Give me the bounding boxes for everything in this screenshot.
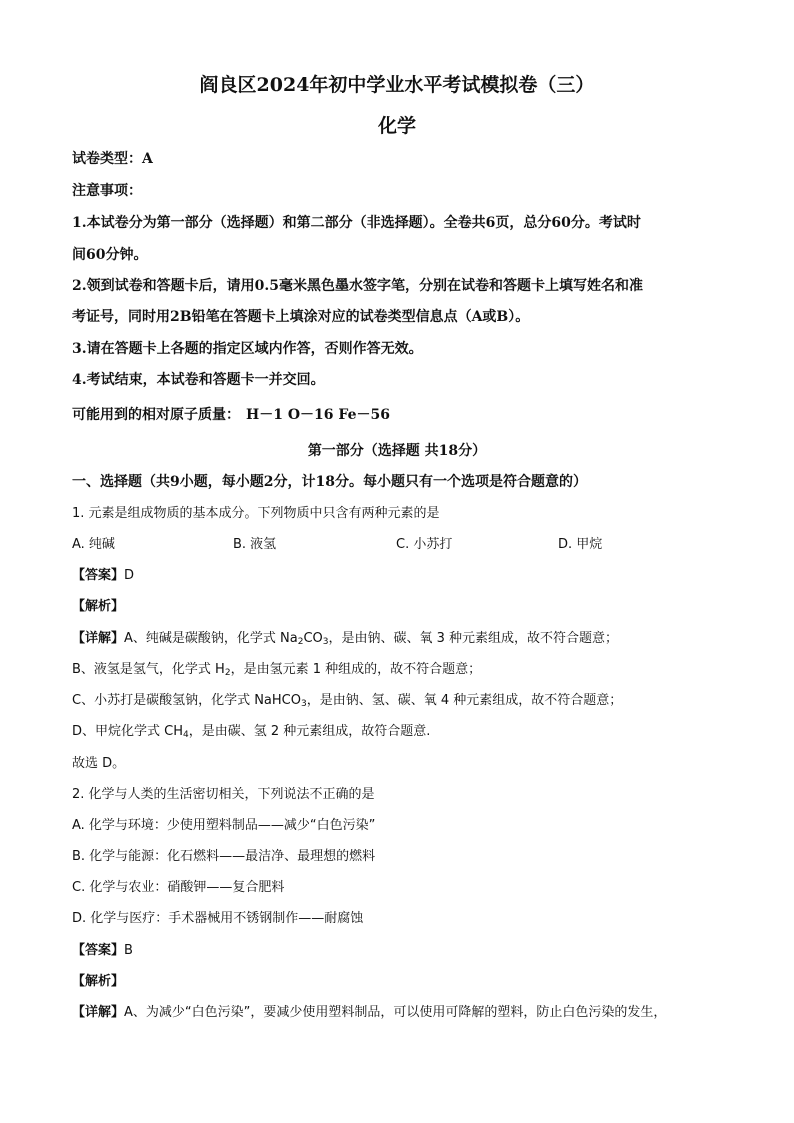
detail-tag: 【详解】 xyxy=(72,1005,125,1020)
q2-answer-line xyxy=(72,941,734,961)
q1-conclusion: 故选 D。 xyxy=(72,756,126,771)
exam-title: 阎良区2024年初中学业水平考试模拟卷（三） xyxy=(199,74,595,96)
q2-analysis-tag xyxy=(72,972,734,992)
q1-detail-c-sub: 3 xyxy=(301,699,307,709)
q1-detail-a-sub-2: 3 xyxy=(322,637,329,647)
q1-detail-a xyxy=(72,629,734,649)
q2-detail-a xyxy=(72,1003,734,1023)
q1-detail-d-text-2: ，是由碳、氢 2 种元素组成，故符合题意. xyxy=(188,724,431,739)
note-2-line-1: 2.领到试卷和答题卡后，请用0.5毫米黑色墨水签字笔，分别在试卷和答题卡上填写姓名和准 xyxy=(72,278,643,294)
q2-detail-a-text: A、为减少“白色污染”，要减少使用塑料制品，可以使用可降解的塑料，防止白色污染的发生， xyxy=(124,1005,667,1020)
subject-title: 化学 xyxy=(377,115,416,137)
atomic-mass-values: H－1 O－16 Fe－56 xyxy=(246,407,390,423)
q1-option-d: D. 甲烷 xyxy=(558,537,603,552)
atomic-mass-line xyxy=(72,405,734,425)
note-4: 4.考试结束，本试卷和答题卡一并交回。 xyxy=(72,372,325,388)
q1-detail-a-sub-1: 2 xyxy=(297,637,304,647)
q1-detail-a-text-2: CO xyxy=(303,631,323,646)
note-1-line-1: 1.本试卷分为第一部分（选择题）和第二部分（非选择题）。全卷共6页，总分60分。考试时 xyxy=(72,215,641,231)
part1-heading: 第一部分（选择题 共18分） xyxy=(307,443,487,459)
q1-detail-b-sub: 2 xyxy=(224,668,231,678)
section-1-title: 一、选择题（共9小题，每小题2分，计18分。每小题只有一个选项是符合题意的） xyxy=(72,474,587,490)
answer-tag: 【答案】 xyxy=(72,943,125,958)
q2-option-d: D. 化学与医疗：手术器械用不锈钢制作——耐腐蚀 xyxy=(72,911,364,926)
q1-stem: 1. 元素是组成物质的基本成分。下列物质中只含有两种元素的是 xyxy=(72,506,440,521)
notes-heading: 注意事项： xyxy=(72,183,142,199)
note-1-line-2: 间60分钟。 xyxy=(72,247,148,263)
q2-stem: 2. 化学与人类的生活密切相关，下列说法不正确的是 xyxy=(72,787,375,802)
q1-detail-d-text-1: D、甲烷化学式 CH xyxy=(72,724,183,739)
q2-answer: B xyxy=(124,943,133,958)
q1-detail-c-text-2: ，是由钠、氢、碳、氧 4 种元素组成，故不符合题意； xyxy=(306,693,623,708)
q1-answer-line xyxy=(72,566,734,586)
paper-type: 试卷类型：A xyxy=(72,151,153,167)
q1-option-c: C. 小苏打 xyxy=(396,537,453,552)
q1-detail-c-text-1: C、小苏打是碳酸氢钠，化学式 NaHCO xyxy=(72,693,301,708)
q1-detail-d-sub: 4 xyxy=(183,730,189,740)
q1-analysis-tag xyxy=(72,597,734,617)
q1-detail-b-text-1: B、液氢是氢气，化学式 H xyxy=(72,662,225,677)
q2-option-b: B. 化学与能源：化石燃料——最洁净、最理想的燃料 xyxy=(72,849,376,864)
q1-option-a: A. 纯碱 xyxy=(72,537,115,552)
q1-detail-c xyxy=(72,691,734,711)
q1-detail-b-text-2: ，是由氢元素 1 种组成的，故不符合题意； xyxy=(230,662,482,677)
atomic-mass-label: 可能用到的相对原子质量： xyxy=(72,407,240,423)
analysis-tag: 【解析】 xyxy=(72,599,125,614)
q2-option-c: C. 化学与农业：硝酸钾——复合肥料 xyxy=(72,880,285,895)
answer-tag: 【答案】 xyxy=(72,568,125,583)
q1-detail-d xyxy=(72,722,734,742)
q1-detail-a-text-3: ，是由钠、碳、氧 3 种元素组成，故不符合题意； xyxy=(328,631,619,646)
note-3: 3.请在答题卡上各题的指定区域内作答，否则作答无效。 xyxy=(72,341,423,357)
q1-detail-b xyxy=(72,660,734,680)
analysis-tag: 【解析】 xyxy=(72,974,125,989)
note-2-line-2: 考证号，同时用2B铅笔在答题卡上填涂对应的试卷类型信息点（A或B）。 xyxy=(72,309,530,325)
q1-option-b: B. 液氢 xyxy=(233,537,277,552)
q1-answer: D xyxy=(124,568,135,583)
q2-option-a: A. 化学与环境：少使用塑料制品——减少“白色污染” xyxy=(72,818,376,833)
detail-tag: 【详解】 xyxy=(72,631,125,646)
q1-detail-a-text-1: A、纯碱是碳酸钠，化学式 Na xyxy=(124,631,298,646)
